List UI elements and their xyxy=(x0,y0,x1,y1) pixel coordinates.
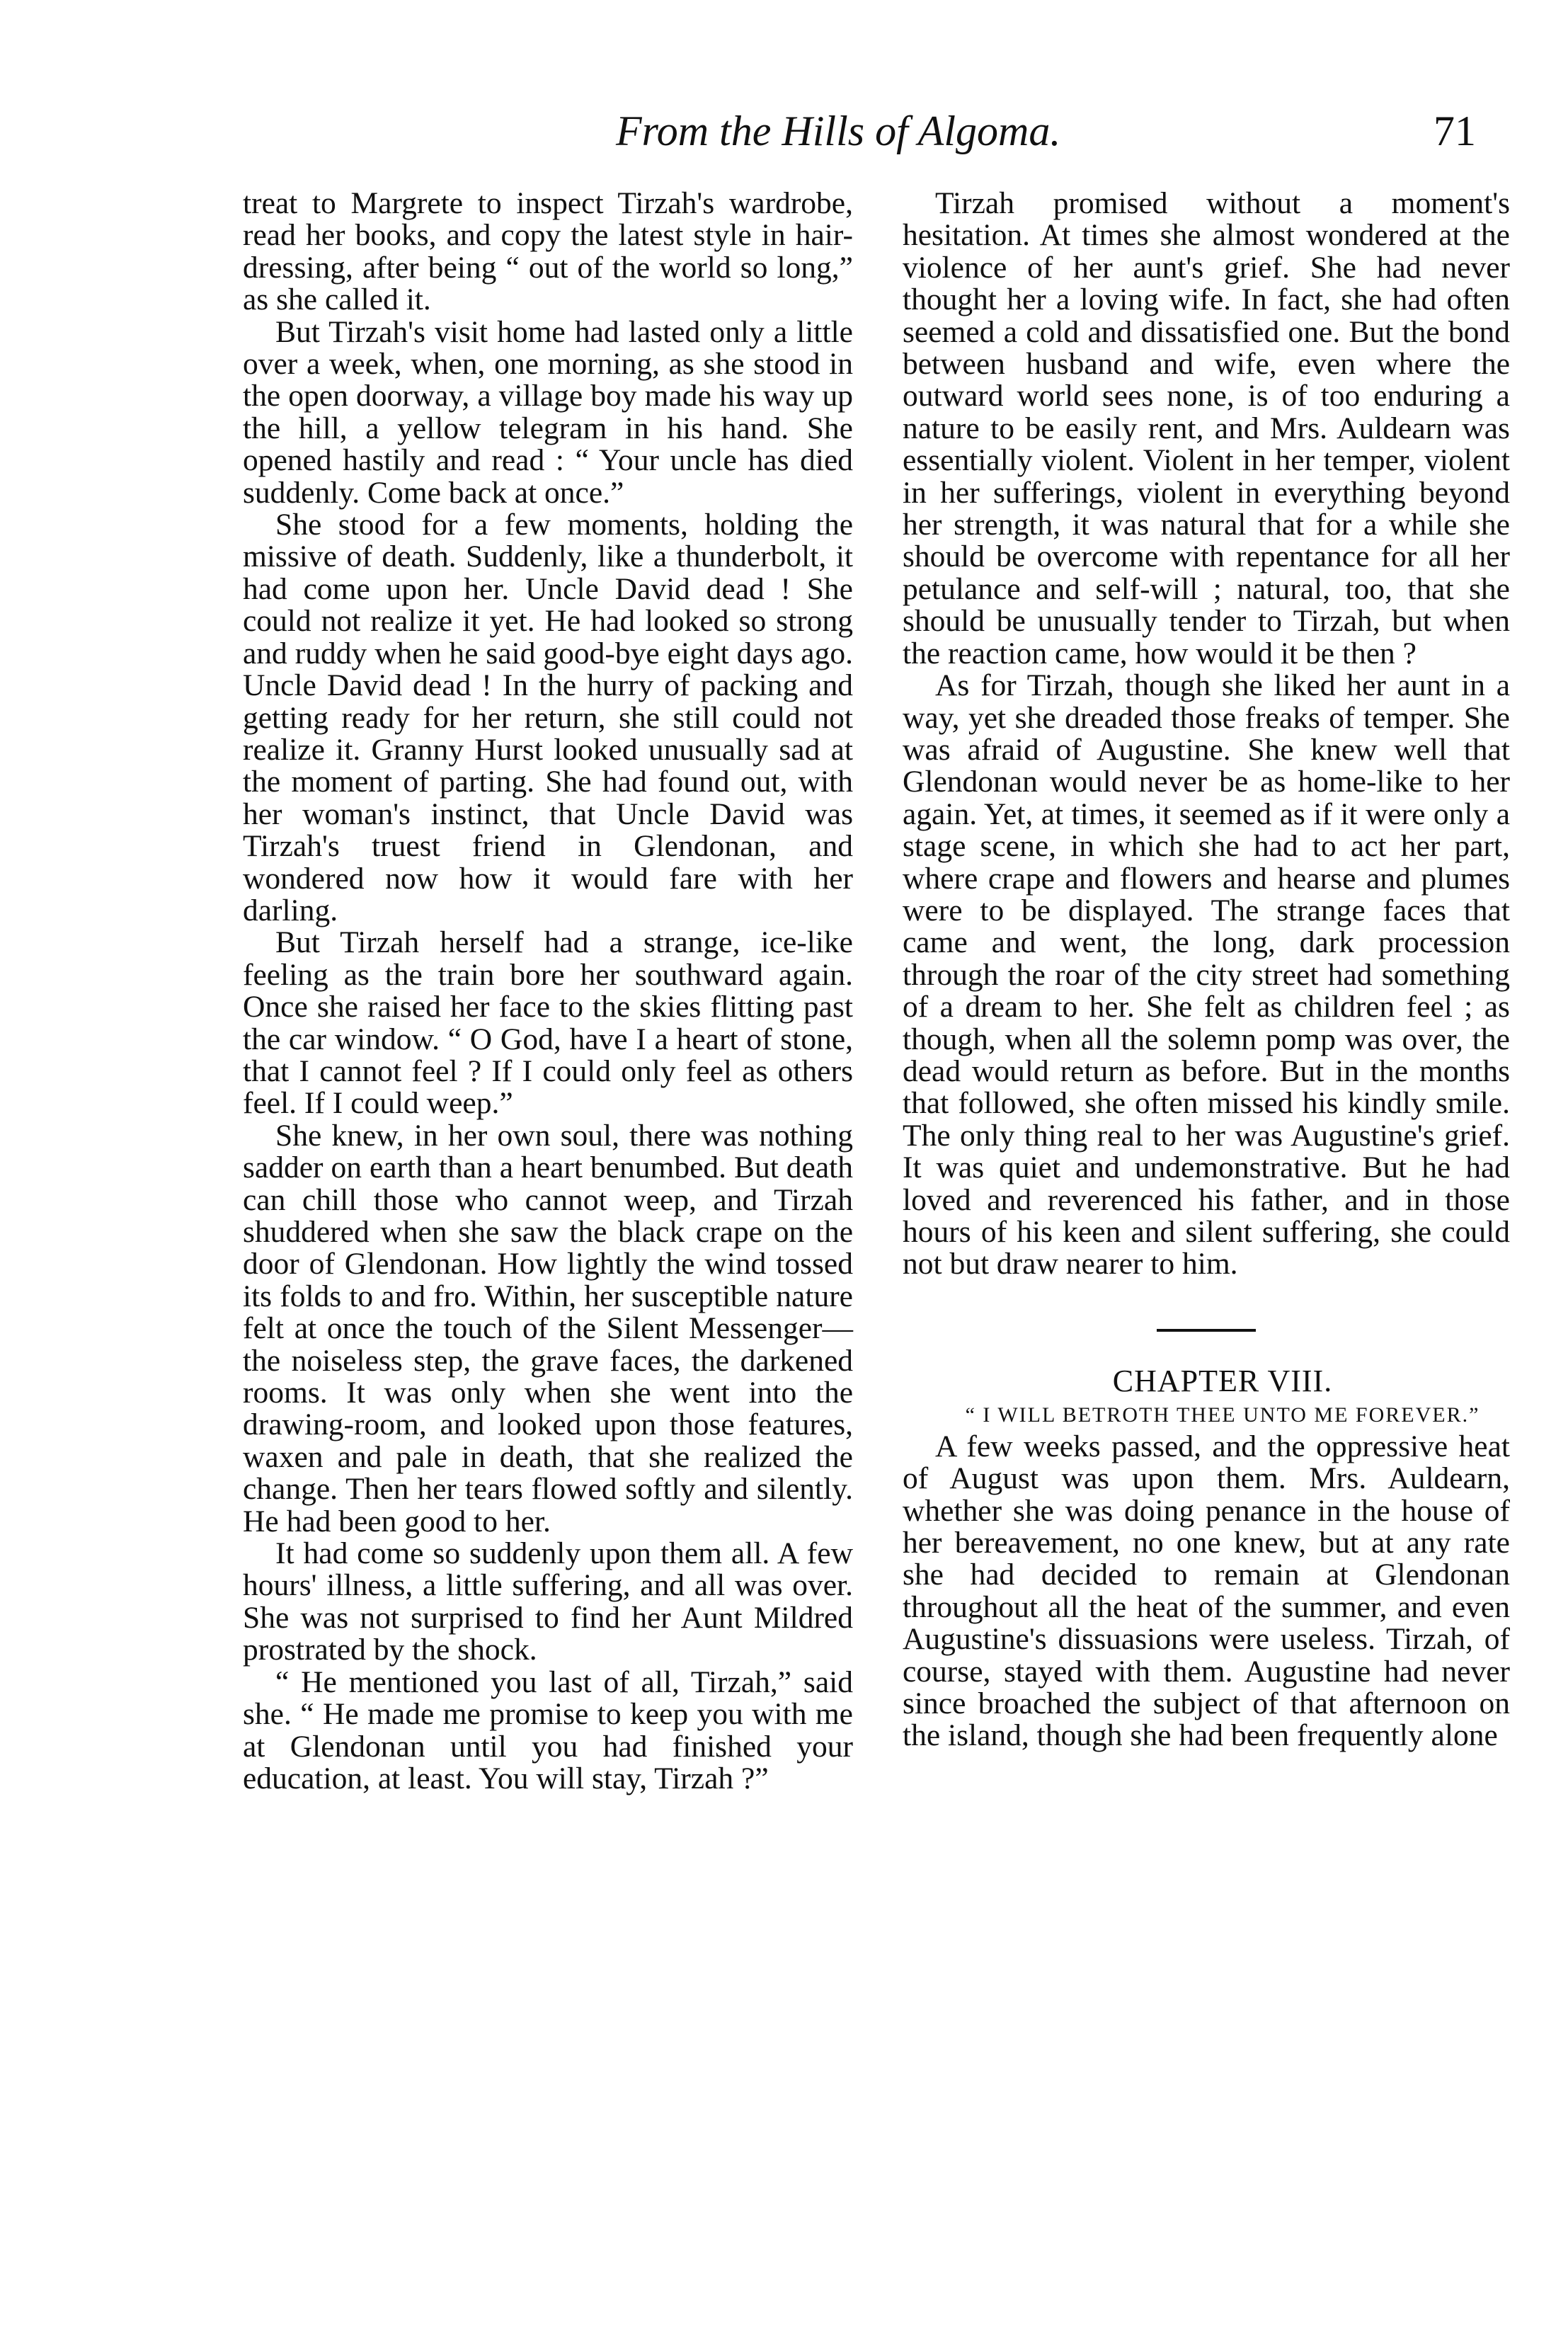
page-number: 71 xyxy=(1433,108,1476,154)
right-column xyxy=(903,188,1510,1752)
chapter-epigraph: “ I WILL BETROTH THEE UNTO ME FOREVER.” xyxy=(965,1403,1480,1427)
chapter-divider-rule xyxy=(1157,1329,1256,1332)
paragraph: She stood for a few moments, holding the missive of death. Suddenly, like a thunderbolt, it had come upon her. Uncle David dead ! She could not realize it yet. He had looked so strong and ruddy when he said good-bye eight days ago. Uncle David dead ! In the hurry of packing and getting ready for her return, she still could not realize it. Granny Hurst looked unusually sad at the moment of parting. She had found out, with her woman's instinct, that Uncle David was Tirzah's truest friend in Glendonan, and wondered now how it would fare with her darling. xyxy=(243,508,853,927)
paragraph: Tirzah promised without a moment's hesitation. At times she almost wondered at the violence of her aunt's grief. She had never thought her a loving wife. In fact, she had often seemed a cold and dissatisfied one. But the bond between husband and wife, even where the outward world sees none, is of too enduring a nature to be easily rent, and Mrs. Auldearn was essentially violent. Violent in her temper, violent in her sufferings, violent in everything beyond her strength, it was natural that for a while she should be overcome with repentance for all her petulance and self-will ; natural, too, that she should be unusually tender to Tirzah, but when the reaction came, how would it be then ? xyxy=(903,186,1510,670)
paragraph: It had come so suddenly upon them all. A few hours' illness, a little suffering, and all was over. She was not surprised to find her Aunt Mildred prostrated by the shock. xyxy=(243,1536,853,1667)
paragraph: A few weeks passed, and the oppressive heat of August was upon them. Mrs. Auldearn, whether she was doing penance in the house of her bereavement, no one knew, but at any rate she had decided to remain at Glendonan throughout all the heat of the summer, and even Augustine's dissuasions were useless. Tirzah, of course, stayed with them. Augustine had never since broached the subject of that afternoon on the island, though she had been frequently alone xyxy=(903,1429,1510,1753)
paragraph: She knew, in her own soul, there was nothing sadder on earth than a heart benumbed. But death can chill those who cannot weep, and Tirzah shuddered when she saw the black crape on the door of Glendonan. How lightly the wind tossed its folds to and fro. Within, her susceptible nature felt at once the touch of the Silent Messenger—the noiseless step, the grave faces, the darkened rooms. It was only when she went into the drawing-room, and looked upon those features, waxen and pale in death, that she realized the change. Then her tears flowed softly and silently. He had been good to her. xyxy=(243,1118,853,1538)
paragraph: “ He mentioned you last of all, Tirzah,” said she. “ He made me promise to keep you with me at Glendonan until you had finished your education, at least. You will stay, Tirzah ?” xyxy=(243,1664,853,1795)
paragraph: As for Tirzah, though she liked her aunt in a way, yet she dreaded those freaks of temper. She was afraid of Augustine. She knew well that Glendonan would never be as home-like to her again. Yet, at times, it seemed as if it were only a stage scene, in which she had to act her part, where crape and flowers and hearse and plumes were to be displayed. The strange faces that came and went, the long, dark procession through the roar of the city street had something of a dream to her. She felt as children feel ; as though, when all the solemn pomp was over, the dead would return as before. But in the months that followed, she often missed his kindly smile. The only thing real to her was Augustine's grief. It was quiet and undemonstrative. But he had loved and reverenced his father, and in those hours of his keen and silent suffering, she could not but draw nearer to him. xyxy=(903,668,1510,1281)
paragraph: But Tirzah's visit home had lasted only a little over a week, when, one morning, as she stood in the open doorway, a village boy made his way up the hill, a yellow telegram in his hand. She opened hastily and read : “ Your uncle has died suddenly. Come back at once.” xyxy=(243,314,853,510)
chapter-heading: CHAPTER VIII. xyxy=(1112,1363,1333,1398)
paragraph: But Tirzah herself had a strange, ice-like feeling as the train bore her southward again. Once she raised her face to the skies flitting past the car window. “ O God, have I a heart of stone, that I cannot feel ? If I could only feel as others feel. If I could weep.” xyxy=(243,925,853,1121)
paragraph: treat to Margrete to inspect Tirzah's wardrobe, read her books, and copy the latest style in hair-dressing, after being “ out of the world so long,” as she called it. xyxy=(243,186,853,317)
left-column xyxy=(243,188,853,1795)
running-title: From the Hills of Algoma. xyxy=(616,108,1061,154)
running-head xyxy=(616,106,1476,163)
